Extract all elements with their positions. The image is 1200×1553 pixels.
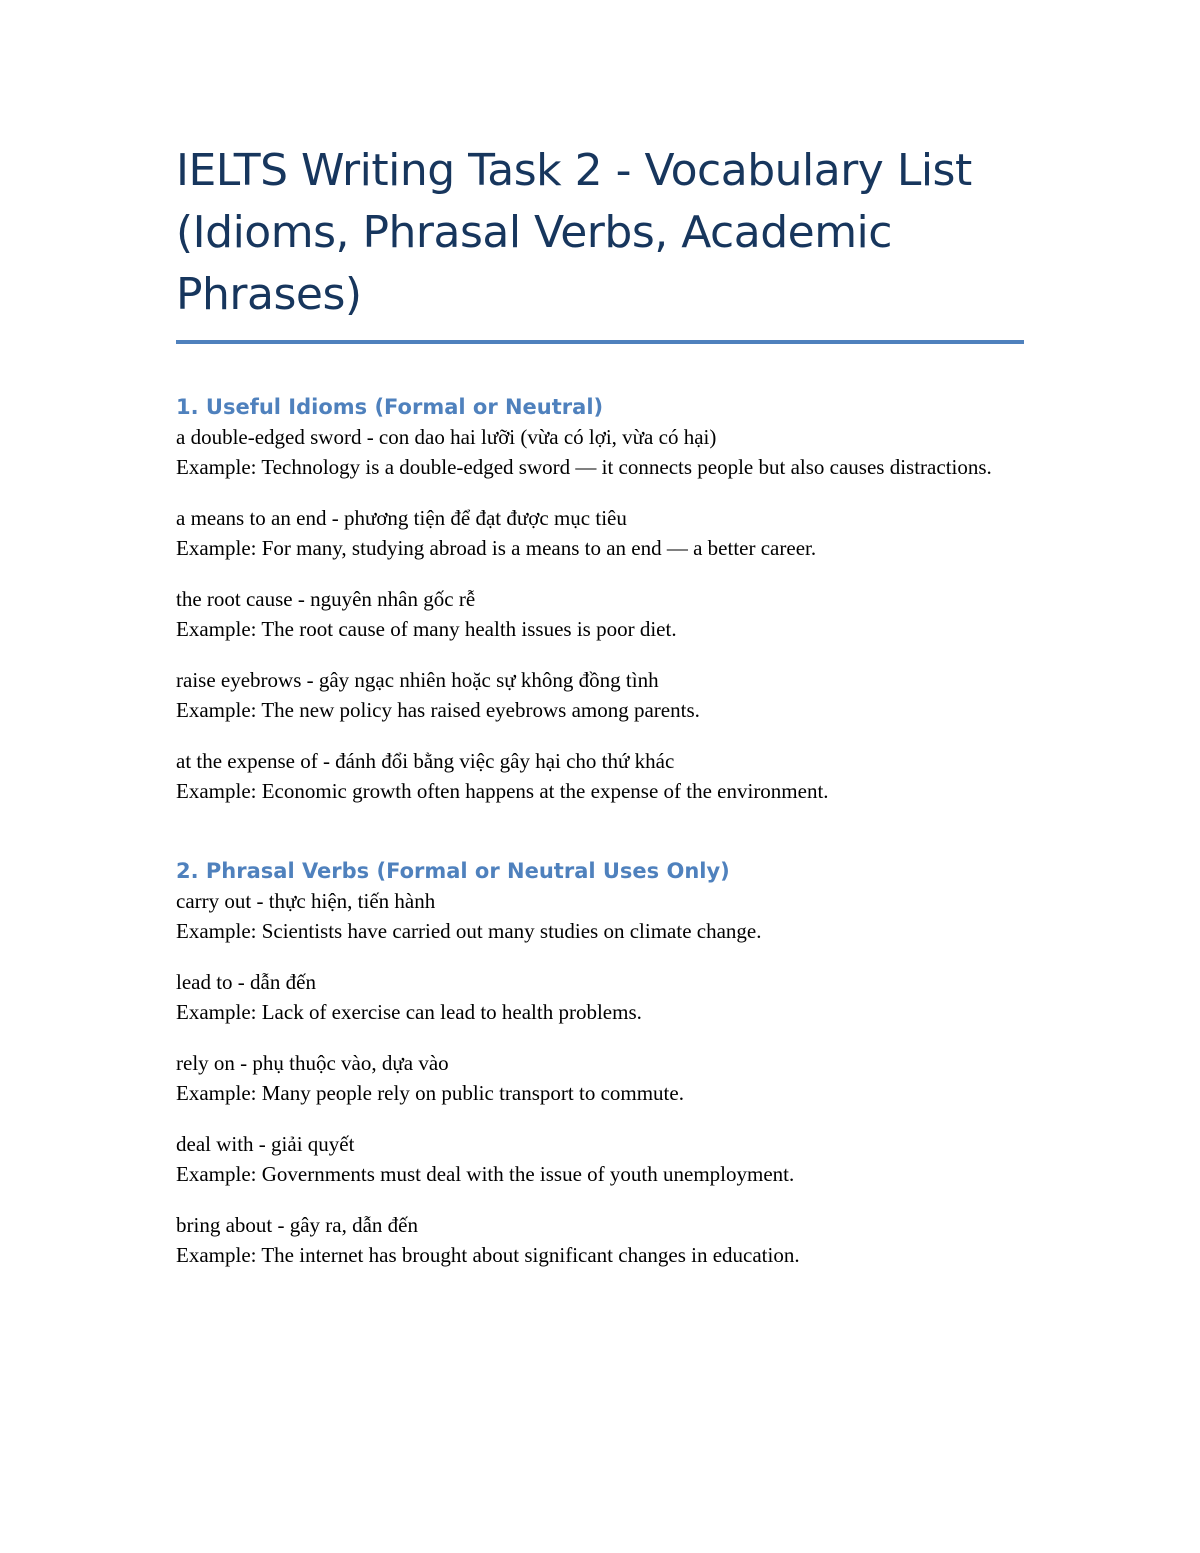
vocab-entry <box>176 584 1024 644</box>
vocab-example: Example: Lack of exercise can lead to health problems. <box>176 1000 642 1024</box>
vocab-term: raise eyebrows - gây ngạc nhiên hoặc sự không đồng tình <box>176 668 659 692</box>
vocab-term: the root cause - nguyên nhân gốc rễ <box>176 587 476 611</box>
vocab-example: Example: Scientists have carried out many studies on climate change. <box>176 919 762 943</box>
vocab-entry <box>176 886 1024 946</box>
section-phrasal-verbs <box>176 856 1024 1270</box>
vocab-term: carry out - thực hiện, tiến hành <box>176 889 436 913</box>
vocab-term: deal with - giải quyết <box>176 1132 355 1156</box>
vocab-entry <box>176 503 1024 563</box>
vocab-entry <box>176 665 1024 725</box>
vocab-entry <box>176 1210 1024 1270</box>
vocab-example: Example: Many people rely on public transport to commute. <box>176 1081 684 1105</box>
title-underline <box>176 340 1024 344</box>
vocab-term: a double-edged sword - con dao hai lưỡi (vừa có lợi, vừa có hại) <box>176 425 717 449</box>
vocab-entry <box>176 1048 1024 1108</box>
vocab-term: lead to - dẫn đến <box>176 970 316 994</box>
vocab-example: Example: The new policy has raised eyebrows among parents. <box>176 698 700 722</box>
vocab-example: Example: For many, studying abroad is a means to an end — a better career. <box>176 536 817 560</box>
section-heading: 1. Useful Idioms (Formal or Neutral) <box>176 395 604 419</box>
document-content <box>176 140 1024 1270</box>
vocab-example: Example: Economic growth often happens at the expense of the environment. <box>176 779 829 803</box>
vocab-example: Example: Technology is a double-edged sword — it connects people but also causes distractions. <box>176 455 992 479</box>
section-idioms <box>176 392 1024 806</box>
vocab-term: rely on - phụ thuộc vào, dựa vào <box>176 1051 449 1075</box>
section-heading: 2. Phrasal Verbs (Formal or Neutral Uses Only) <box>176 859 730 883</box>
vocab-entry <box>176 967 1024 1027</box>
vocab-term: at the expense of - đánh đổi bằng việc gây hại cho thứ khác <box>176 749 675 773</box>
vocab-entry <box>176 746 1024 806</box>
vocab-term: a means to an end - phương tiện để đạt được mục tiêu <box>176 506 627 530</box>
vocab-example: Example: Governments must deal with the issue of youth unemployment. <box>176 1162 795 1186</box>
vocab-example: Example: The root cause of many health issues is poor diet. <box>176 617 677 641</box>
vocab-entry <box>176 422 1024 482</box>
vocab-term: bring about - gây ra, dẫn đến <box>176 1213 419 1237</box>
document-title: IELTS Writing Task 2 - Vocabulary List (Idioms, Phrasal Verbs, Academic Phrases) <box>176 145 972 320</box>
vocab-entry <box>176 1129 1024 1189</box>
vocab-example: Example: The internet has brought about significant changes in education. <box>176 1243 800 1267</box>
